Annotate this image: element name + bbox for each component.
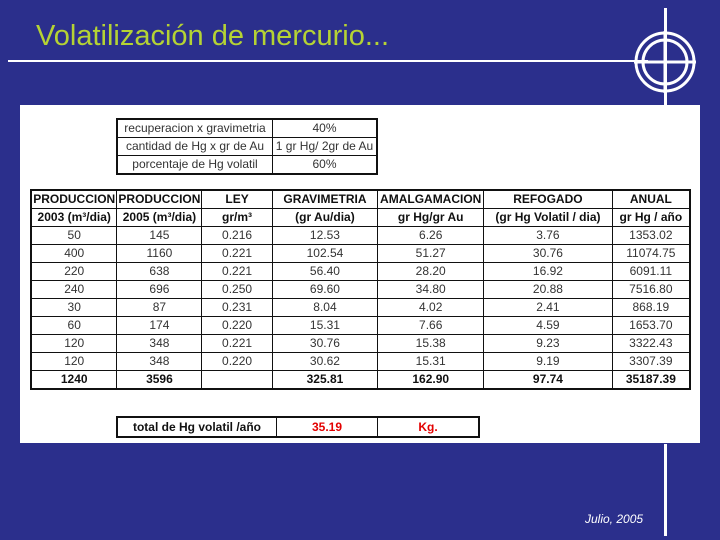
table-cell: 0.216 [202, 227, 272, 245]
column-header: GRAVIMETRIA [272, 190, 378, 209]
table-cell: 7516.80 [612, 281, 690, 299]
total-cell: 325.81 [272, 371, 378, 390]
table-cell: 3322.43 [612, 335, 690, 353]
table-cell: 7.66 [378, 317, 484, 335]
table-cell: 0.250 [202, 281, 272, 299]
table-cell: 51.27 [378, 245, 484, 263]
parameters-table [116, 118, 378, 175]
header-row-1 [31, 190, 690, 209]
table-cell: 638 [117, 263, 202, 281]
column-header: 2005 (m³/dia) [117, 209, 202, 227]
crosshair-emblem-icon [633, 30, 697, 94]
summary-table [116, 416, 480, 438]
table-cell: 0.221 [202, 245, 272, 263]
table-cell: 6091.11 [612, 263, 690, 281]
table-cell: 0.220 [202, 317, 272, 335]
parameter-label: cantidad de Hg x gr de Au [117, 138, 273, 156]
column-header: gr Hg/gr Au [378, 209, 484, 227]
footer-date: Julio, 2005 [585, 512, 644, 526]
table-cell: 3.76 [484, 227, 613, 245]
header-row-2 [31, 209, 690, 227]
table-cell: 15.31 [272, 317, 378, 335]
column-header: gr Hg / año [612, 209, 690, 227]
table-cell: 4.59 [484, 317, 613, 335]
column-header: REFOGADO [484, 190, 613, 209]
table-cell: 56.40 [272, 263, 378, 281]
table-cell: 2.41 [484, 299, 613, 317]
table-cell: 30 [31, 299, 117, 317]
slide-title: Volatilización de mercurio... [36, 20, 389, 52]
parameter-label: porcentaje de Hg volatil [117, 156, 273, 175]
column-header: LEY [202, 190, 272, 209]
table-cell: 348 [117, 353, 202, 371]
total-cell: 97.74 [484, 371, 613, 390]
table-cell: 102.54 [272, 245, 378, 263]
table-row [31, 317, 690, 335]
table-cell: 1653.70 [612, 317, 690, 335]
table-cell: 145 [117, 227, 202, 245]
table-cell: 0.221 [202, 335, 272, 353]
decorative-vertical-line-bottom [664, 444, 667, 536]
parameter-value: 60% [273, 156, 378, 175]
table-cell: 120 [31, 335, 117, 353]
table-row [31, 245, 690, 263]
mercury-volatilization-table [30, 189, 691, 390]
parameter-label: recuperacion x gravimetria [117, 119, 273, 138]
table-cell: 28.20 [378, 263, 484, 281]
table-cell: 12.53 [272, 227, 378, 245]
column-header: PRODUCCION [117, 190, 202, 209]
table-row [31, 353, 690, 371]
table-cell: 16.92 [484, 263, 613, 281]
parameter-value: 40% [273, 119, 378, 138]
table-row [31, 299, 690, 317]
table-cell: 15.31 [378, 353, 484, 371]
table-cell: 1160 [117, 245, 202, 263]
total-cell: 35187.39 [612, 371, 690, 390]
table-cell: 30.62 [272, 353, 378, 371]
table-cell: 3307.39 [612, 353, 690, 371]
table-cell: 1353.02 [612, 227, 690, 245]
total-cell: 162.90 [378, 371, 484, 390]
table-cell: 8.04 [272, 299, 378, 317]
table-cell: 4.02 [378, 299, 484, 317]
content-panel [20, 105, 700, 443]
table-cell: 240 [31, 281, 117, 299]
column-header: (gr Au/dia) [272, 209, 378, 227]
summary-value: 35.19 [277, 417, 378, 437]
table-cell: 15.38 [378, 335, 484, 353]
summary-row [117, 417, 479, 437]
table-cell: 50 [31, 227, 117, 245]
total-cell: 1240 [31, 371, 117, 390]
table-row [31, 335, 690, 353]
column-header: (gr Hg Volatil / dia) [484, 209, 613, 227]
total-cell [202, 371, 272, 390]
table-cell: 174 [117, 317, 202, 335]
totals-row [31, 371, 690, 390]
table-cell: 6.26 [378, 227, 484, 245]
table-cell: 220 [31, 263, 117, 281]
summary-label: total de Hg volatil /año [117, 417, 277, 437]
table-row [31, 281, 690, 299]
table-cell: 9.19 [484, 353, 613, 371]
table-cell: 20.88 [484, 281, 613, 299]
column-header: ANUAL [612, 190, 690, 209]
table-cell: 696 [117, 281, 202, 299]
table-cell: 0.231 [202, 299, 272, 317]
table-cell: 69.60 [272, 281, 378, 299]
table-cell: 87 [117, 299, 202, 317]
table-row [31, 227, 690, 245]
column-header: AMALGAMACION [378, 190, 484, 209]
title-divider [8, 60, 648, 62]
table-cell: 0.220 [202, 353, 272, 371]
column-header: PRODUCCION [31, 190, 117, 209]
table-cell: 30.76 [484, 245, 613, 263]
table-cell: 400 [31, 245, 117, 263]
table-cell: 9.23 [484, 335, 613, 353]
table-cell: 34.80 [378, 281, 484, 299]
parameter-value: 1 gr Hg/ 2gr de Au [273, 138, 378, 156]
table-cell: 60 [31, 317, 117, 335]
column-header: gr/m³ [202, 209, 272, 227]
table-cell: 30.76 [272, 335, 378, 353]
table-cell: 868.19 [612, 299, 690, 317]
column-header: 2003 (m³/dia) [31, 209, 117, 227]
table-cell: 348 [117, 335, 202, 353]
total-cell: 3596 [117, 371, 202, 390]
table-row [31, 263, 690, 281]
parameter-row [117, 119, 377, 138]
parameter-row [117, 156, 377, 175]
summary-unit: Kg. [378, 417, 480, 437]
parameter-row [117, 138, 377, 156]
table-cell: 120 [31, 353, 117, 371]
table-cell: 11074.75 [612, 245, 690, 263]
table-cell: 0.221 [202, 263, 272, 281]
